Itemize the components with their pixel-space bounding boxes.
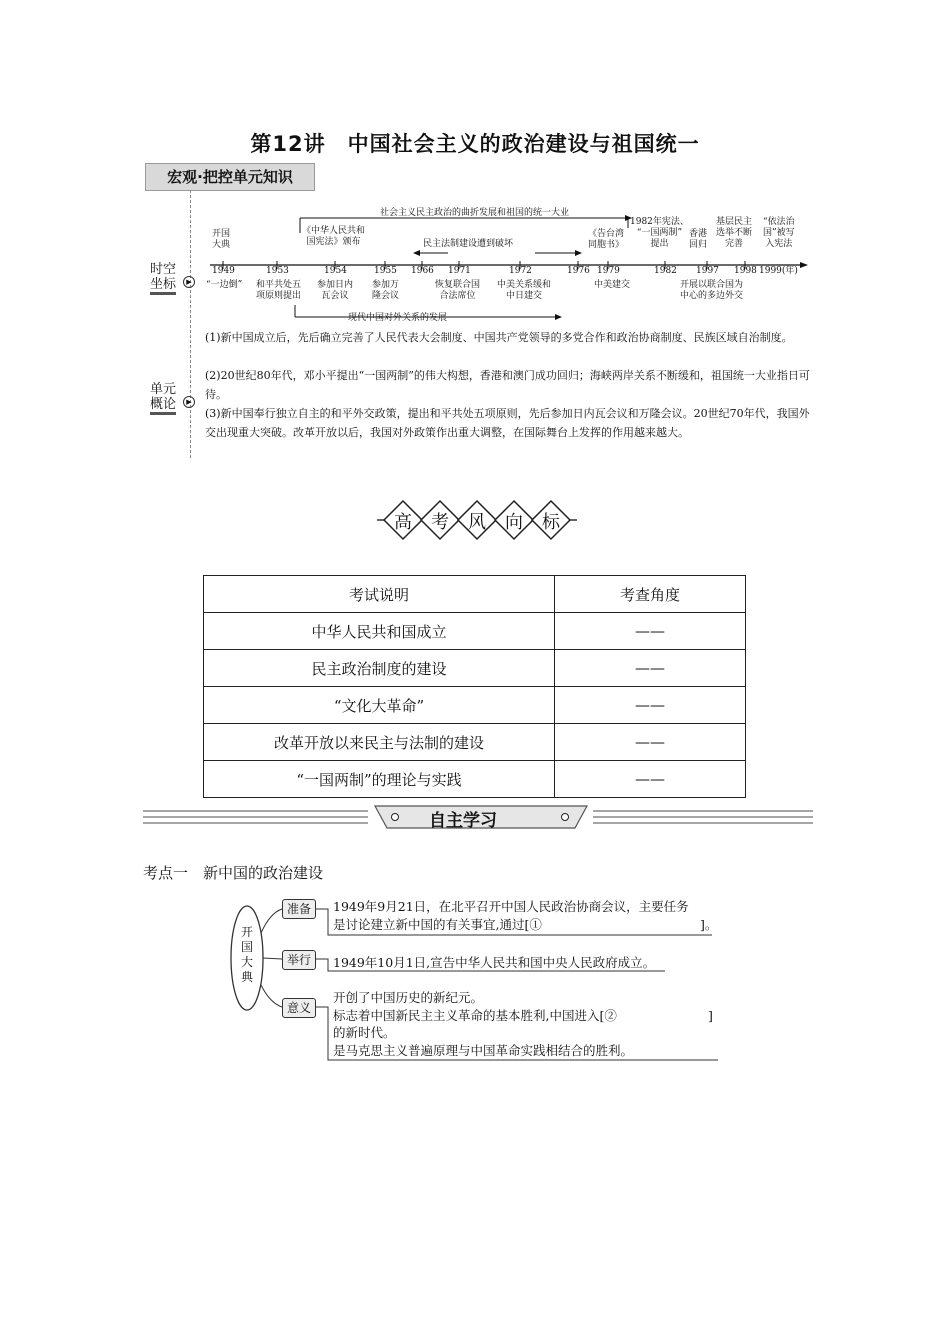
event-top: 1982年宪法、 “一国两制” 提出 [630,217,689,249]
year-label: 1966 [411,266,434,276]
event-bottom: 参加万 隆会议 [372,280,400,301]
blank-2-end: ] [708,1008,713,1023]
danyuan-line-1: 单元 [150,382,177,397]
branch-juxing-line-1: 1949年10月1日,宣告中华人民共和国中央人民政府成立。 [333,955,656,970]
timeline-mid-label: 民主法制建设遭到破坏 [423,239,514,249]
event-top: “依法治 国”被写 入宪法 [763,217,795,249]
year-label: 1954 [324,266,347,276]
timeline-bottom-span-label: 现代中国对外关系的发展 [348,313,448,323]
table-cell: “文化大革命” [204,687,555,724]
badge-char: 风 [468,512,486,533]
event-bottom: 恢复联合国 合法席位 [435,280,481,301]
kaodian-title: 考点一 新中国的政治建设 [143,864,324,882]
page-title: 第12讲 中国社会主义的政治建设与祖国统一 [250,132,700,156]
mindmap-center: 开 国 大 典 [240,925,253,984]
table-cell: —— [555,724,746,761]
event-top: 《告台湾 同胞书》 [588,229,625,250]
badge-char: 向 [505,512,523,533]
branch-yiyi-line-2: 标志着中国新民主主义革命的基本胜利,中国进入[② [333,1008,617,1023]
table-row [204,724,746,761]
branch-yiyi-line-3: 的新时代。 [333,1025,396,1040]
branch-zhunbei-line-2: 是讨论建立新中国的有关事宜,通过[① [333,917,542,932]
year-label: 1955 [374,266,397,276]
year-label: 1999(年) [759,266,798,276]
branch-yiyi-line-4: 是马克思主义普遍原理与中国革命实践相结合的胜利。 [333,1043,634,1058]
year-label: 1997 [696,266,719,276]
badge-char: 高 [394,512,412,533]
event-bottom: “一边倒” [206,280,243,290]
table-cell: 民主政治制度的建设 [204,650,555,687]
play-icon: ▶ [183,396,195,408]
event-top: 基层民主 选举不断 完善 [716,217,753,249]
branch-zhunbei-line-1: 1949年9月21日，在北平召开中国人民政治协商会议，主要任务 [333,899,689,914]
event-bottom: 和平共处五 项原则提出 [256,280,302,301]
year-label: 1982 [654,266,677,276]
table-header: 考查角度 [555,576,746,613]
tag-juxing: 举行 [282,950,316,970]
event-bottom: 参加日内 瓦会议 [317,280,354,301]
table-cell: —— [555,761,746,798]
event-top: 《中华人民共和 国宪法》颁布 [302,226,366,247]
year-label: 1972 [509,266,532,276]
event-bottom: 开展以联合国为 中心的多边外交 [680,280,744,301]
table-header: 考试说明 [204,576,555,613]
table-cell: —— [555,687,746,724]
branch-yiyi-line-1: 开创了中国历史的新纪元。 [333,990,484,1005]
danyuan-line-2: 概论 [150,397,176,415]
divider [190,190,192,458]
event-top: 开国 大典 [212,229,231,250]
blank-1-end: ]。 [700,917,718,932]
table-row [204,650,746,687]
badge-char: 标 [542,512,560,533]
danyuan-label [150,382,176,415]
overview-paragraph-2: (2)20世纪80年代，邓小平提出“一国两制”的伟大构想，香港和澳门成功回归；海峡两岸关系不断缓和，祖国统一大业指日可待。 [205,369,810,401]
table-row [204,761,746,798]
tag-zhunbei: 准备 [282,899,316,919]
tag-yiyi: 意义 [282,998,316,1018]
table-header-row [204,576,746,613]
year-label: 1949 [212,266,235,276]
exam-table [203,575,746,798]
year-label: 1976 [567,266,590,276]
badge-char: 考 [431,512,449,533]
overview-paragraph-1: (1)新中国成立后，先后确立完善了人民代表大会制度、中国共产党领导的多党合作和政治协商制度、民族区域自治制度。 [205,331,793,344]
event-bottom: 中美建交 [594,280,631,290]
table-cell: 改革开放以来民主与法制的建设 [204,724,555,761]
table-row [204,613,746,650]
year-label: 1953 [266,266,289,276]
shikong-line-2: 坐标 [150,277,176,295]
year-label: 1971 [448,266,471,276]
event-top: 香港 回归 [689,229,708,250]
play-icon: ▶ [183,276,195,288]
section-banner: 宏观·把控单元知识 [145,163,315,191]
table-cell: 中华人民共和国成立 [204,613,555,650]
shikong-line-1: 时空 [150,262,177,277]
year-label: 1998 [734,266,757,276]
table-cell: “一国两制”的理论与实践 [204,761,555,798]
overview-paragraph-3: (3)新中国奉行独立自主的和平外交政策，提出和平共处五项原则，先后参加日内瓦会议和万隆会议。20世纪70年代，我国外交出现重大突破。改革开放以后，我国对外政策作出重大调整，在国际舞台上发挥的作用越来越大。 [205,407,810,439]
table-row [204,687,746,724]
table-cell: —— [555,650,746,687]
event-bottom: 中美关系缓和 中日建交 [497,280,552,301]
section-bar-title: 自主学习 [429,811,497,831]
year-label: 1979 [597,266,620,276]
timeline-top-span-label: 社会主义民主政治的曲折发展和祖国的统一大业 [380,208,570,218]
shikong-label [150,262,176,295]
table-cell: —— [555,613,746,650]
